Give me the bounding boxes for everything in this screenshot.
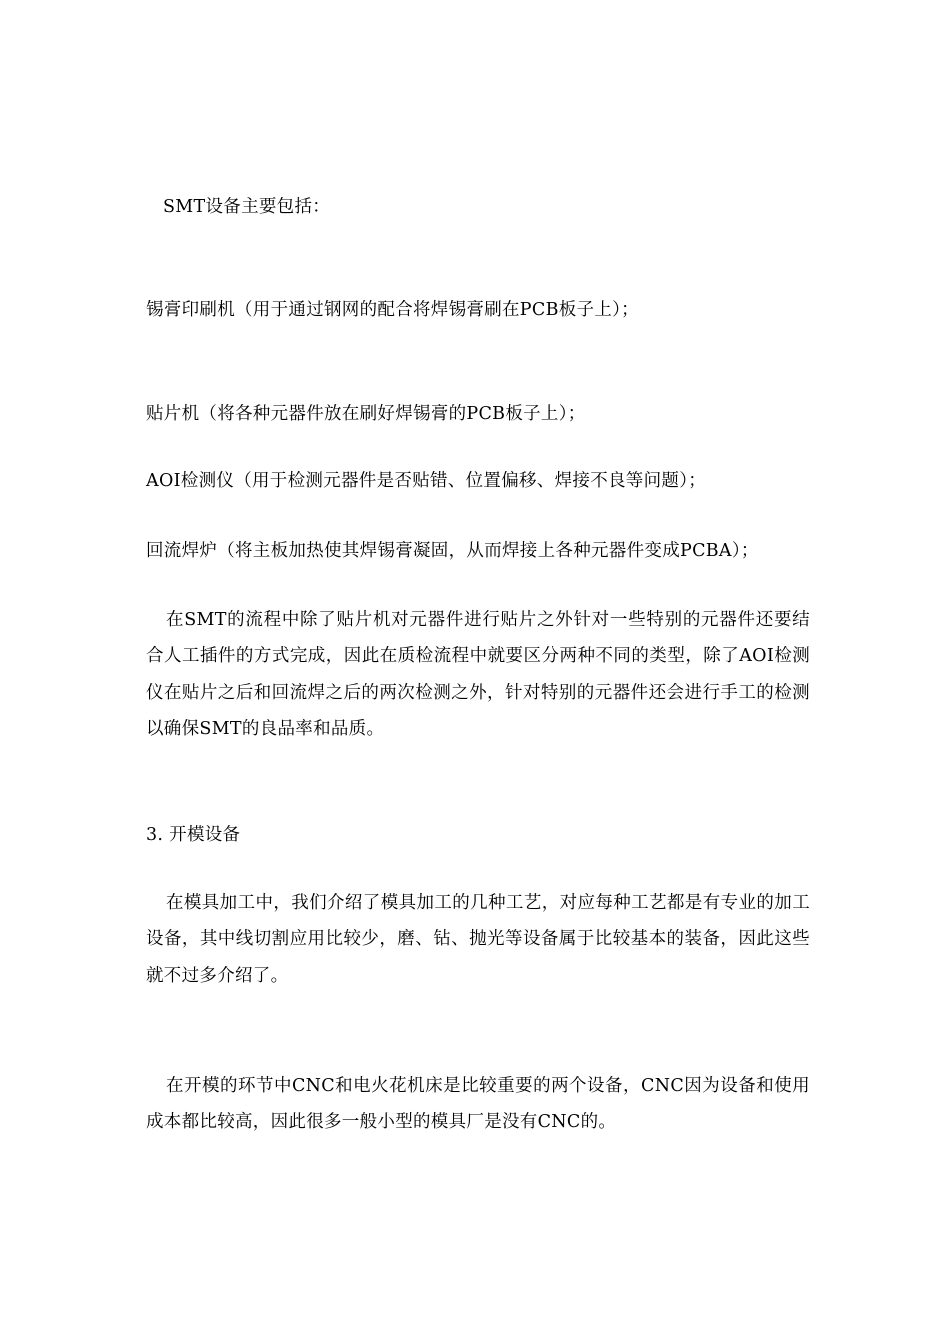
reflow-oven-line: 回流焊炉（将主板加热使其焊锡膏凝固，从而焊接上各种元器件变成PCBA）； [146,541,759,561]
cnc-edm-paragraph: 在开模的环节中CNC和电火花机床是比较重要的两个设备，CNC因为设备和使用成本都比较高，因此很多一般小型的模具厂是没有CNC的。 [146,1076,810,1133]
aoi-inspector-line: AOI检测仪（用于检测元器件是否贴错、位置偏移、焊接不良等问题）； [146,471,707,491]
section-heading-mold-equipment: 3. 开模设备 [146,825,241,845]
pick-and-place-line: 贴片机（将各种元器件放在刷好焊锡膏的PCB板子上）； [146,404,586,424]
solder-paste-printer-line: 锡膏印刷机（用于通过钢网的配合将焊锡膏刷在PCB板子上）； [146,300,639,320]
mold-processing-paragraph: 在模具加工中，我们介绍了模具加工的几种工艺，对应每种工艺都是有专业的加工设备，其中线切割应用比较少，磨、钻、抛光等设备属于比较基本的装备，因此这些就不过多介绍了。 [146,893,810,986]
smt-intro-line: SMT设备主要包括： [163,197,331,217]
smt-process-paragraph: 在SMT的流程中除了贴片机对元器件进行贴片之外针对一些特别的元器件还要结合人工插件的方式完成，因此在质检流程中就要区分两种不同的类型，除了AOI检测仪在贴片之后和回流焊之后的两次检测之外，针对特别的元器件还会进行手工的检测以确保SMT的良品率和品质。 [146,610,810,739]
